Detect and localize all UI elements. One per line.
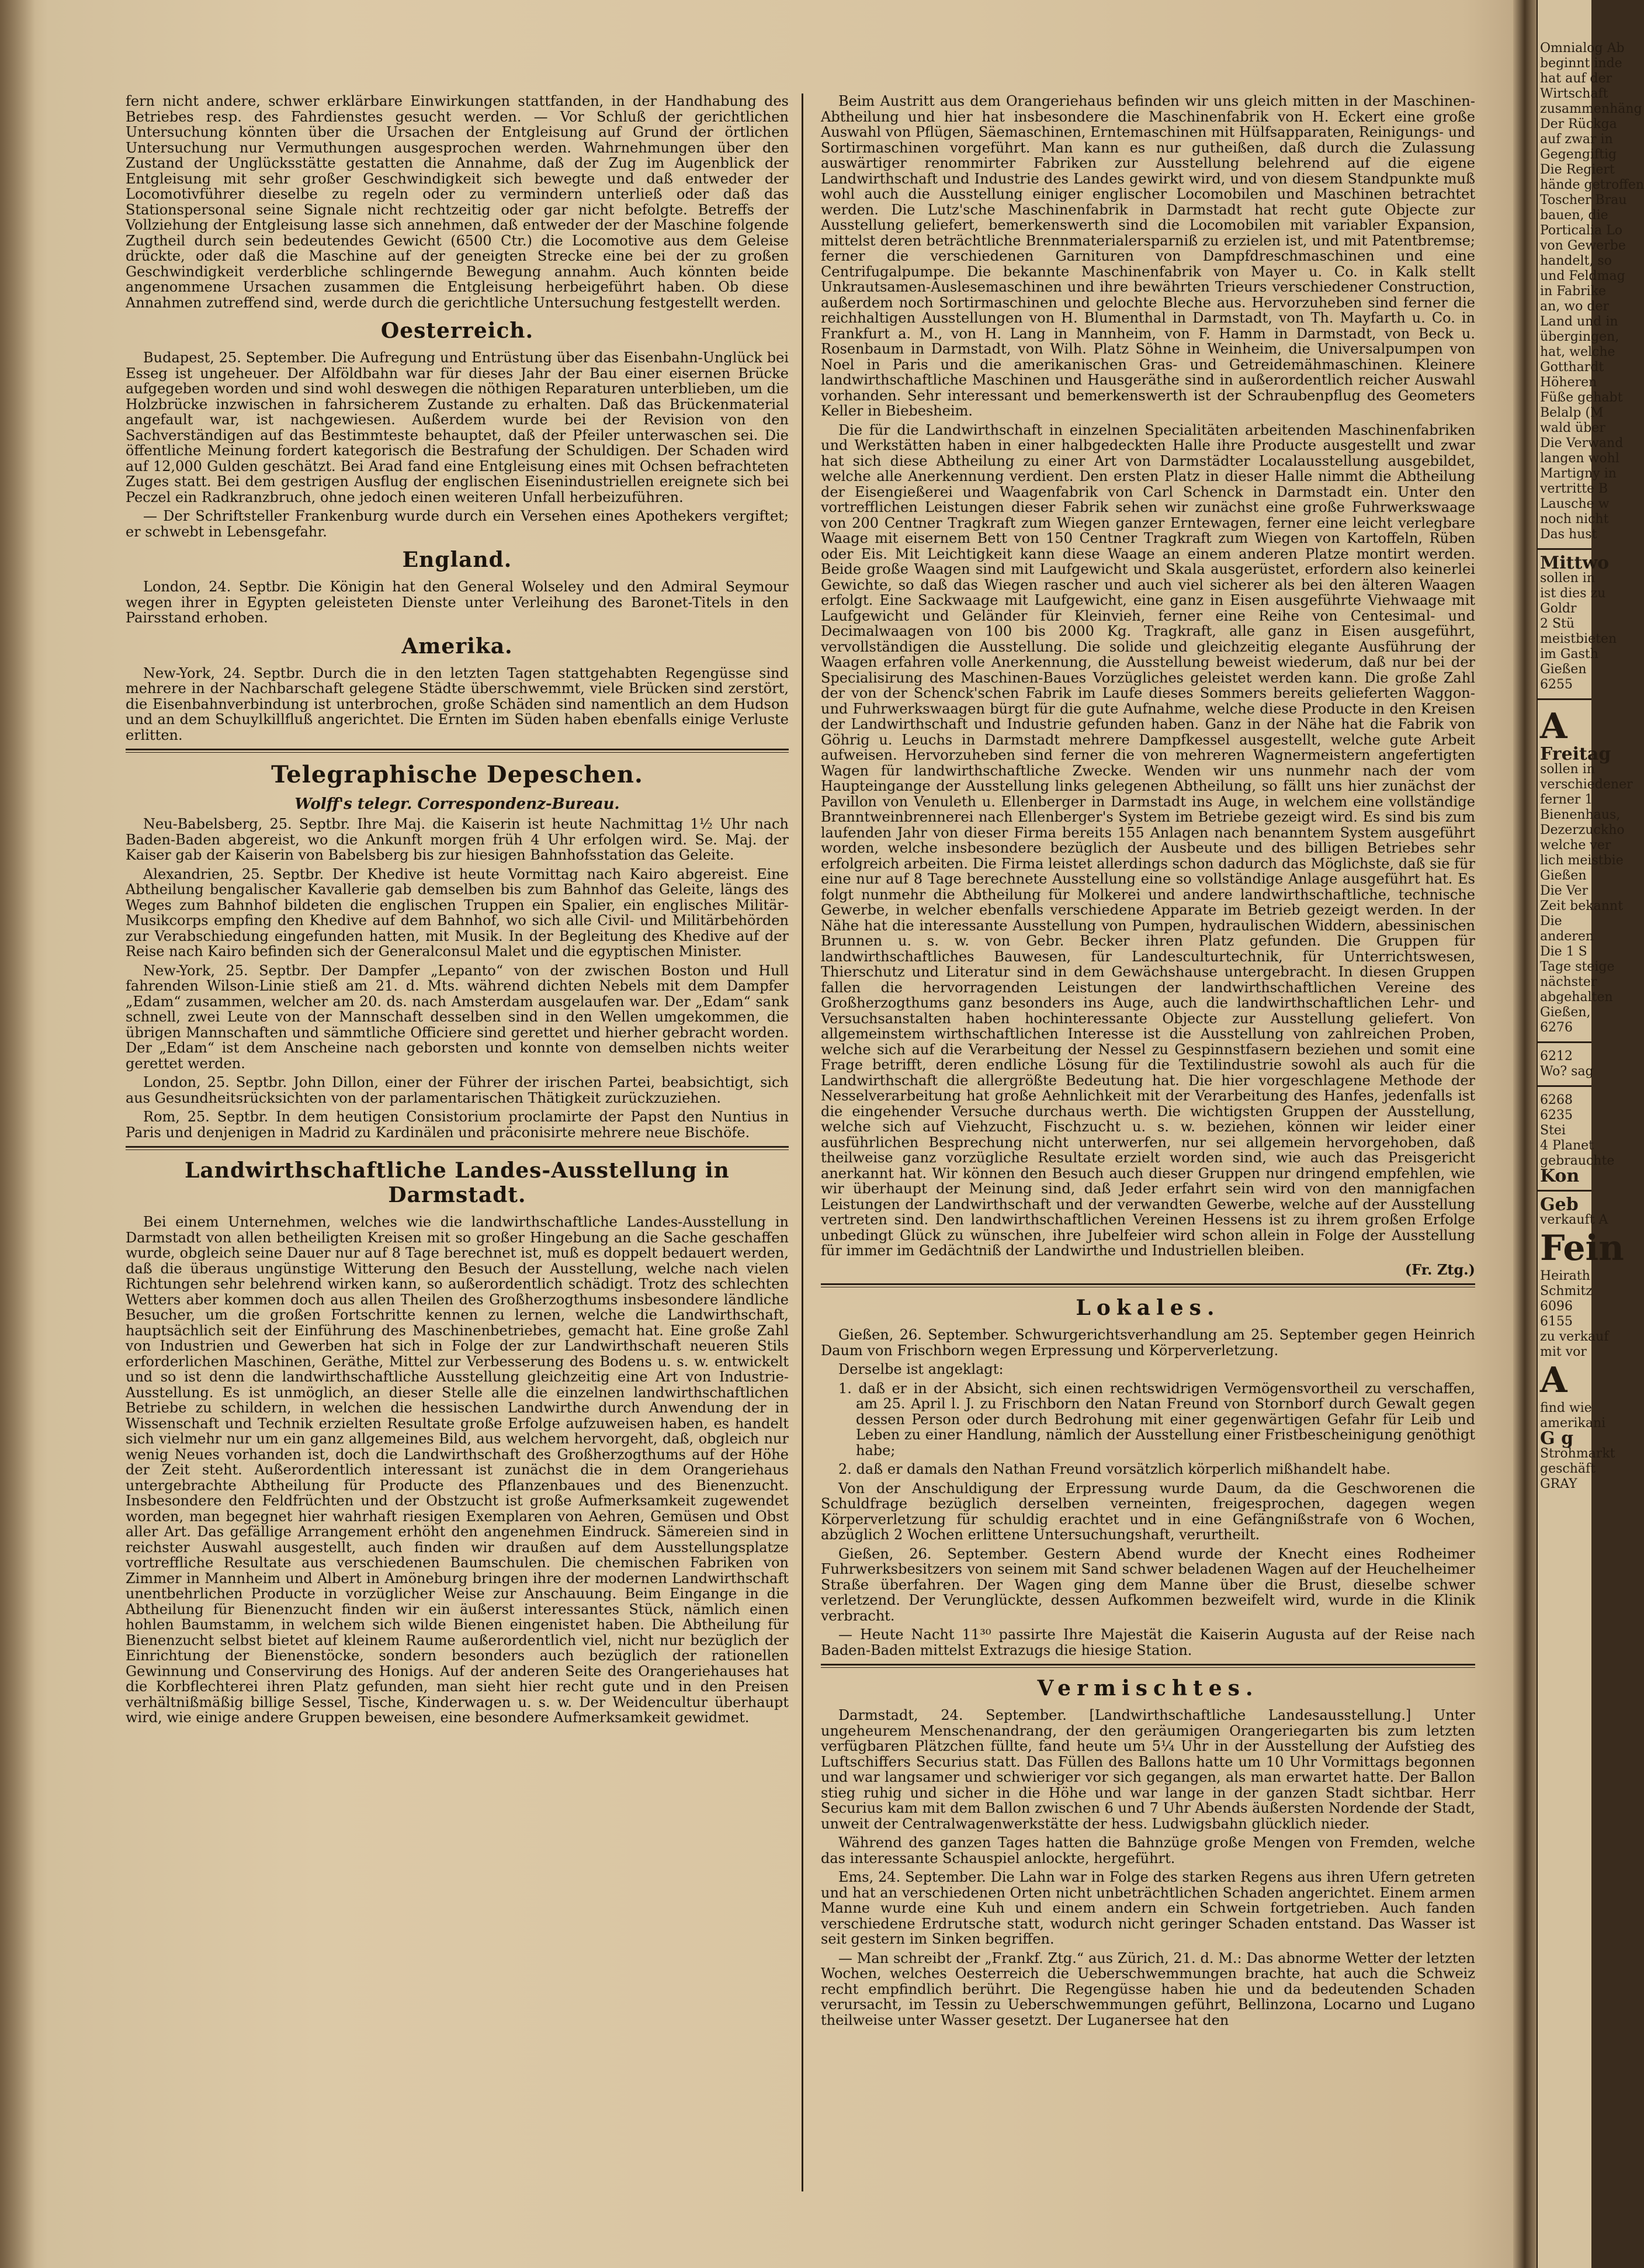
adjacent-page-line: Höheren xyxy=(1540,375,1597,390)
heading-oesterreich: Oesterreich. xyxy=(380,318,534,343)
telegram-london: London, 25. Septbr. John Dillon, einer der Führer der irischen Partei, beabsichtigt, sich aus Gesundheitsrücksichten von der parlamentarischen Thätigkeit zurückzuziehen. xyxy=(126,1074,789,1106)
adjacent-page-line: 4 Planet xyxy=(1540,1138,1594,1153)
adjacent-page-line: bauen, die xyxy=(1540,208,1608,223)
adjacent-page-line: zu verkauf xyxy=(1540,1329,1609,1344)
adjacent-page-line: Omnialog Ab xyxy=(1540,41,1625,56)
adjacent-page-line: Freitag xyxy=(1540,744,1611,764)
page-edge-shadow xyxy=(0,0,35,2268)
adjacent-page-line: noch nicht xyxy=(1540,512,1609,527)
adjacent-page-line: ist dies zu xyxy=(1540,586,1606,601)
adjacent-page-line: Füße gehabt xyxy=(1540,390,1623,405)
adjacent-page-line: Gegengiftig xyxy=(1540,147,1617,162)
adjacent-page-line: 6212 xyxy=(1540,1049,1573,1064)
adjacent-page-line: 6268 xyxy=(1540,1093,1573,1107)
subheading-wolff: Wolff's telegr. Correspondenz-Bureau. xyxy=(294,795,620,813)
adjacent-page-line: Schmitz xyxy=(1540,1284,1593,1299)
adjacent-page-line: an, wo der xyxy=(1540,299,1609,314)
adjacent-page-line: 6255 xyxy=(1540,677,1573,692)
adjacent-page-line: Porticalia Lo xyxy=(1540,223,1623,238)
adjacent-page-line: hände getroffen xyxy=(1540,178,1644,192)
adjacent-page-text xyxy=(1538,0,1644,1492)
charges-list xyxy=(821,1381,1475,1477)
adjacent-page-edge xyxy=(1537,0,1644,2268)
adjacent-page-line: 6235 xyxy=(1540,1108,1573,1123)
adjacent-page-line: Gotthardt xyxy=(1540,360,1604,375)
lokales-urteil: Von der Anschuldigung der Erpressung wurde Daum, da die Geschworenen die Schuldfrage bezüglich derselben verneinten, freigesprochen, dagegen wegen Körperverletzung für schuldig erachtet und in eine Gefängnißstrafe von 6 Wochen, abzüglich 2 Wochen erlittene Untersuchungshaft, verurtheilt. xyxy=(821,1480,1475,1543)
adjacent-page-line: Toscher Brau xyxy=(1540,193,1627,207)
adjacent-page-line: Die Ver xyxy=(1540,884,1588,898)
adjacent-page-line: Belalp (M xyxy=(1540,406,1604,420)
adjacent-page-line: 6276 xyxy=(1540,1020,1573,1035)
adjacent-page-line: beginnt inde xyxy=(1540,56,1622,71)
adjacent-page-line: langen wohl xyxy=(1540,451,1619,466)
adjacent-page-line: geschäft xyxy=(1540,1462,1596,1476)
adjacent-page-line: Tage steige xyxy=(1540,960,1615,974)
adjacent-page-line: von Gewerbe xyxy=(1540,238,1626,253)
section-rule xyxy=(821,1664,1475,1668)
adjacent-page-line: Wirtschaft xyxy=(1540,86,1608,101)
adjacent-page-line: mit vor xyxy=(1540,1345,1587,1359)
heading-england: England. xyxy=(402,548,512,572)
adjacent-page-line: Strohmarkt xyxy=(1540,1446,1615,1461)
adjacent-page-line: lich meistbie xyxy=(1540,853,1624,868)
adjacent-page-line: amerikani xyxy=(1540,1416,1606,1431)
adjacent-page-line: auf zwar in xyxy=(1540,132,1613,147)
adjacent-page-line: meistbieten xyxy=(1540,632,1617,646)
heading-amerika: Amerika. xyxy=(401,633,513,659)
telegram-alexandrien: Alexandrien, 25. Septbr. Der Khedive ist heute Vormittag nach Kairo abgereist. Eine Abtheilung bengalischer Kavallerie gab demselben bis zum Bahnhof das Geleite, längs des Weges zum Bahnhof bildeten die englischen Truppen ein Spalier, ein englisches Militär-Musikcorps empfing den Khedive auf dem Bahnhof, wo sich alle Civil- und Militärbehörden zur Verabschiedung eingefunden hatten, mit Musik. In der Begleitung des Khedive auf der Reise nach Kairo befinden sich der Generalconsul Malet und die egyptischen Minister. xyxy=(126,865,789,960)
adjacent-page-line: sollen in xyxy=(1540,762,1595,777)
right-column xyxy=(821,94,1475,2031)
adjacent-page-line: verschiedener xyxy=(1540,777,1633,792)
adjacent-page-line: Fein xyxy=(1540,1228,1624,1269)
adjacent-page-line: Gießen xyxy=(1540,868,1587,883)
adjacent-page-line: 6155 xyxy=(1540,1314,1573,1329)
article-frankenburg: — Der Schriftsteller Frankenburg wurde durch ein Versehen eines Apothekers vergiftet; er schwebt in Lebensgefahr. xyxy=(126,508,789,540)
adjacent-page-line: vertritte B xyxy=(1540,482,1608,496)
adjacent-page-rule xyxy=(1538,1190,1591,1192)
adjacent-page-rule xyxy=(1538,698,1591,700)
column-rule xyxy=(802,94,803,2191)
vermischtes-zuerich: — Man schreibt der „Frankf. Ztg.“ aus Zürich, 21. d. M.: Das abnorme Wetter der letzten Wochen, welches Oesterreich die Ueberschwemmungen brachte, hat auch die Schweiz recht empfindlich berührt. Die Regengüsse haben hie und da bedeutenden Schaden verursacht, im Tessin zu Ueberschwemmungen geführt, Bellinzona, Locarno und Lugano theilweise unter Wasser gesetzt. Der Luganersee hat den xyxy=(821,1950,1475,2028)
adjacent-page-rule xyxy=(1538,548,1591,550)
telegram-new-york: New-York, 25. Septbr. Der Dampfer „Lepanto“ von der zwischen Boston und Hull fahrenden Wilson-Linie stieß am 21. d. Mts. während dichten Nebels mit dem Dampfer „Edam“ zusammen, welcher am 20. ds. nach Amsterdam ausgelaufen war. Der „Edam“ sank schnell, zwei Leute von der Mannschaft desselben sind in den Wellen umgekommen, die übrigen Mannschaften und sämmtliche Officiere sind gerettet und hierher gebracht worden. Der „Edam“ ist dem Anscheine nach geborsten und konnte von demselben nichts weiter gerettet werden. xyxy=(126,962,789,1072)
adjacent-page-line: sollen in xyxy=(1540,571,1595,586)
adjacent-page-line: G g xyxy=(1540,1428,1574,1449)
adjacent-page-line: Die Verwand xyxy=(1540,436,1624,451)
adjacent-page-line: Geb xyxy=(1540,1194,1579,1215)
adjacent-page-line: Der Rückga xyxy=(1540,117,1617,131)
adjacent-page-line: in Fabrike xyxy=(1540,284,1607,299)
source-credit: (Fr. Ztg.) xyxy=(1404,1261,1475,1278)
adjacent-page-line: übergingen, xyxy=(1540,330,1619,344)
lokales-angeklagt: Derselbe ist angeklagt: xyxy=(838,1361,1004,1377)
adjacent-page-line: Goldr xyxy=(1540,601,1577,616)
heading-vermischtes: Vermischtes. xyxy=(1037,1676,1259,1701)
adjacent-page-line: ferner 1 xyxy=(1540,792,1593,807)
adjacent-page-line: Mittwo xyxy=(1540,553,1610,573)
vermischtes-bahnzuege: Während des ganzen Tages hatten die Bahnzüge große Mengen von Fremden, welche das interessante Schauspiel anlockte, hergeführt. xyxy=(821,1834,1475,1867)
adjacent-page-line: Gießen xyxy=(1540,662,1587,677)
adjacent-page-line: Heirath xyxy=(1540,1269,1590,1283)
adjacent-page-line: wald über xyxy=(1540,421,1605,435)
adjacent-page-line: anderen xyxy=(1540,929,1594,944)
adjacent-page-line: verkauft A xyxy=(1540,1213,1608,1227)
heading-lokales: Lokales. xyxy=(1076,1296,1220,1320)
adjacent-page-line: handelt, so xyxy=(1540,254,1612,268)
lokales-kaiserin: — Heute Nacht 11³⁰ passirte Ihre Majestät die Kaiserin Augusta auf der Reise nach Baden-Baden mittelst Extrazugs die hiesige Station. xyxy=(821,1626,1475,1658)
article-london-1: London, 24. Septbr. Die Königin hat den General Wolseley und den Admiral Seymour wegen ihrer in Egypten geleisteten Dienste unter Verleihung des Baronet-Titels in den Pairsstand erhoben. xyxy=(126,579,789,626)
adjacent-page-line: A xyxy=(1540,1360,1567,1401)
section-rule xyxy=(126,749,789,753)
adjacent-page-line: im Gasth xyxy=(1540,647,1598,662)
adjacent-page-line: Die Regiert xyxy=(1540,162,1615,177)
left-column xyxy=(126,94,789,1729)
adjacent-page-line: Die xyxy=(1540,914,1562,929)
section-rule xyxy=(821,1283,1475,1287)
adjacent-page-line: Kon xyxy=(1540,1166,1580,1186)
adjacent-page-line: gebrauchte xyxy=(1540,1154,1615,1168)
article-new-york-1: New-York, 24. Septbr. Durch die in den letzten Tagen stattgehabten Regengüsse sind mehrere in der Nachbarschaft gelegene Städte überschwemmt, viele Brücken sind zerstört, die Eisenbahnverbindung ist unterbrochen, große Schäden sind namentlich an dem Hudson und an dem Schuylkillfluß angerichtet. Die Ernten im Süden haben ebenfalls einige Verluste erlitten. xyxy=(126,664,789,743)
adjacent-page-line: 6096 xyxy=(1540,1299,1573,1314)
ausstellung-cont-1: Beim Austritt aus dem Orangeriehaus befinden wir uns gleich mitten in der Maschinen-Abtheilung und hier hat insbesondere die Maschinenfabrik von H. Eckert eine große Auswahl von Pflügen, Säemaschinen, Erntemaschinen mit Hülfsapparaten, Reinigungs- und Sortirmaschinen vorgeführt. Man kann es nur gutheißen, daß durch die Zulassung auswärtiger renommirter Fabriken zur Ausstellung belehrend auf die eigene Landwirthschaft und Industrie des Landes gewirkt wird, und von diesem Standpunkte muß wohl auch die Ausstellung einiger englischer Locomobilen und Maschinen betrachtet werden. Die Lutz'sche Maschinenfabrik in Darmstadt hat recht gute Objecte zur Ausstellung geliefert, bemerkenswerth sind die Locomobilen mit variabler Expansion, mittelst deren beträchtliche Brennmaterialersparniß zu erzielen ist, und mit Patentbremse; ferner die verschiedenen Garnituren von Dampfdreschmaschinen und eine Centrifugalpumpe. Die bekannte Maschinenfabrik von Mayer u. Co. in Kalk stellt Unkrautsamen-Auslesemaschinen und ihre bewährten Trieurs verschiedener Construction, außerdem noch Sortirmaschinen und gelochte Bleche aus. Hervorzuheben sind ferner die reichhaltigen Ausstellungen von H. Blumenthal in Darmstadt, von Th. Mayfarth u. Co. in Frankfurt a. M., von H. Lang in Mannheim, von F. Hamm in Darmstadt, von Beck u. Rosenbaum in Darmstadt, von Wilh. Platz Söhne in Weinheim, die Universalpumpen von Noel in Paris und die amerikanischen Gras- und Getreidemähmaschinen. Kleinere landwirthschaftliche Maschinen und Hausgeräthe sind in außerordentlich reicher Auswahl vorhanden. Sehr interessant und bemerkenswerth ist der Schraubenpflug des Geometers Keller in Biebesheim. xyxy=(821,93,1475,419)
adjacent-page-line: abgehalten xyxy=(1540,990,1613,1005)
vermischtes-ems: Ems, 24. September. Die Lahn war in Folge des starken Regens aus ihren Ufern getreten und hat an verschiedenen Orten nicht unbeträchtlichen Schaden angerichtet. Einem armen Manne wurde eine Kuh und einem andern ein Schwein fortgetrieben. Auch fanden verschiedene Erdrutsche statt, wodurch nicht geringer Schaden entstand. Das Wasser ist seit gestern im Sinken begriffen. xyxy=(821,1869,1475,1947)
adjacent-page-line: Lausche w xyxy=(1540,497,1610,511)
adjacent-page-line: zusammenhäng xyxy=(1540,102,1642,116)
adjacent-page-line: und Feldmag xyxy=(1540,269,1625,283)
charge-item: 1. daß er in der Absicht, sich einen rechtswidrigen Vermögensvortheil zu verschaffen, am 25. April l. J. zu Frischborn den Natan Freund von Stornborf durch Gewalt gegen dessen Person oder durch Bedrohung mit einer gegenwärtigen Gefahr für Leib und Leben zu einer Handlung, nämlich der Ausstellung einer Fristbescheinigung genöthigt habe; xyxy=(838,1380,1475,1459)
lokales-giessen-2: Gießen, 26. September. Gestern Abend wurde der Knecht eines Rodheimer Fuhrwerksbesitzers von seinem mit Sand schwer beladenen Wagen auf der Heuchelheimer Straße überfahren. Der Wagen ging dem Manne über die Brust, dieselbe schwer verletzend. Der Verunglückte, dessen Aufkommen bezweifelt wird, wurde in die Klinik verbracht. xyxy=(821,1545,1475,1624)
adjacent-page-line: Wo? sag xyxy=(1540,1064,1594,1079)
charge-item: 2. daß er damals den Nathan Freund vorsätzlich körperlich mißhandelt habe. xyxy=(838,1461,1391,1477)
adjacent-page-line: Gießen, xyxy=(1540,1005,1591,1020)
book-binding-gutter xyxy=(1513,0,1537,2268)
article-ausstellung: Bei einem Unternehmen, welches wie die landwirthschaftliche Landes-Ausstellung in Darmstadt von allen betheiligten Kreisen mit so großer Hingebung an die Sache geschaffen wurde, obgleich seine Dauer nur auf 8 Tage berechnet ist, muß es doppelt bedauert werden, daß die überaus ungünstige Witterung den Besuch der Ausstellung, welche nach vielen Richtungen sehr belehrend wirken kann, so außerordentlich schädigt. Trotz des schlechten Wetters aber kommen doch aus allen Theilen des Großherzogthums insbesondere ländliche Besucher, um die großen Fortschritte kennen zu lernen, welche die Landwirthschaft, hauptsächlich seit der Einführung des Maschinenbetriebes, gemacht hat. Eine große Zahl von Industrien und Gewerben hat sich in Folge der zur Landwirthschaft neueren Stils erforderlichen Maschinen, Geräthe, Mittel zur Verbesserung des Bodens u. s. w. entwickelt und so ist denn die landwirthschaftliche Ausstellung gleichzeitig eine Art von Industrie-Ausstellung. Es ist unmöglich, an dieser Stelle alle die einzelnen landwirthschaftlichen Betriebe zu schildern, in welchen die hessischen Landwirthe durch Anwendung der in Wissenschaft und Technik erzielten Resultate große Erfolge aufzuweisen haben, es handelt sich vielmehr nur um ein ganz allgemeines Bild, aus welchem hervorgeht, daß, obgleich nur wenig Neues vorhanden ist, doch die Landwirthschaft des Großherzogthums auf der Höhe der Zeit steht. Außerordentlich interessant ist zunächst die in dem Orangeriehaus untergebrachte Abtheilung für Producte des Pflanzenbaues und des Bienenzucht. Insbesondere den Feldfrüchten und der Obstzucht ist große Aufmerksamkeit zugewendet worden, man begegnet hier wahrhaft riesigen Exemplaren von Aehren, Gemüsen und Obst aller Art. Das gefällige Arrangement erhöht den angenehmen Eindruck. Sämereien sind in reichster Auswahl ausgestellt, auch finden wir draußen auf dem Ausstellungsplatze vortreffliche Resultate aus verschiedenen Baumschulen. Die chemischen Fabriken von Zimmer in Mannheim und Albert in Amöneburg bringen ihre der modernen Landwirthschaft unentbehrlichen Producte in vorzüglicher Weise zur Anschauung. Beim Eingange in die Abtheilung für Bienenzucht finden wir ein äußerst interessantes Stück, nämlich einen hohlen Baumstamm, in welchem sich wilde Bienen eingenistet haben. Die Abtheilung für Bienenzucht selbst bietet auf kleinem Raume außerordentlich viel, nicht nur bezüglich der Einrichtung der Bienenstöcke, sondern besonders auch bezüglich der rationellen Gewinnung und Conservirung des Honigs. Auf der anderen Seite des Orangeriehauses hat die Korbflechterei ihren Platz gefunden, man sieht hier recht gute und in den Preisen verhältnißmäßig billige Sessel, Tische, Kinderwagen u. s. w. Der Weidencultur überhaupt wird, wie einige andere Gruppen beweisen, eine besondere Aufmerksamkeit gewidmet. xyxy=(126,1214,789,1726)
adjacent-page-rule xyxy=(1538,1041,1591,1043)
article-budapest: Budapest, 25. September. Die Aufregung und Entrüstung über das Eisenbahn-Unglück bei Esseg ist ungeheuer. Der Alföldbahn war für dieses Jahr der Bau einer eisernen Brücke aufgegeben worden und sind wohl deswegen die nöthigen Reparaturen unterblieben, um die Holzbrücke inzwischen in fahrsicherem Zustande zu erhalten. Daß das Brückenmaterial angefault war, ist nachgewiesen. Außerdem wurde bei der Revision von den Sachverständigen auf das Bestimmteste behauptet, daß der Pfeiler unterwaschen sei. Die öffentliche Meinung fordert kategorisch die Bestrafung der Schuldigen. Der Schaden wird auf 12,000 Gulden geschätzt. Bei Arad fand eine Entgleisung eines mit Ochsen befrachteten Zuges statt. Bei dem gestrigen Ausflug der englischen Eisenindustriellen ereignete sich bei Peczel ein Radkranzbruch, ohne jedoch einen weiteren Unfall herbeizuführen. xyxy=(126,349,789,505)
adjacent-page-rule xyxy=(1538,1085,1591,1087)
adjacent-page-line: hat, welche xyxy=(1540,345,1615,359)
adjacent-page-line: Land und in xyxy=(1540,314,1618,329)
ausstellung-cont-2: Die für die Landwirthschaft in einzelnen Specialitäten arbeitenden Maschinenfabriken und Werkstätten haben in einer halbgedeckten Halle ihre Producte ausgestellt und zwar hat sich diese Abtheilung zu einer Art von Darmstädter Localausstellung ausgebildet, welche alle Anerkennung verdient. Den ersten Platz in dieser Halle nimmt die Abtheilung der Eisengießerei und Waagenfabrik von Carl Schenck in Darmstadt ein. Unter den vortrefflichen Leistungen dieser Fabrik sehen wir zunächst eine große Fuhrwerkswaage von 200 Centner Tragkraft zum Wiegen ganzer Erntewagen, ferner eine leicht verlegbare Waage mit eisernem Bett von 150 Centner Tragkraft zum Wiegen von Kartoffeln, Rüben oder Eis. Mit Leichtigkeit kann diese Waage an einem anderen Platze montirt werden. Beide große Waagen sind mit Laufgewicht und Skala ausgerüstet, erfordern also keinerlei Gewichte, so daß das Wiegen rascher und auch viel sicherer als bei den älteren Waagen erfolgt. Eine Sackwaage mit Laufgewicht, eine ganz in Eisen ausgeführte Viehwaage mit Laufgewicht und Geländer für Kleinvieh, ferner eine Reihe von Centesimal- und Decimalwaagen von 100 bis 2000 Kg. Tragkraft, alle ganz in Eisen ausgeführt, vervollständigen die Ausstellung. Die solide und gleichzeitig elegante Ausführung der Waagen erfahren volle Anerkennung, die Ausstellung beweist wiederum, daß nur bei der Specialisirung des Maschinen-Baues Vorzügliches geleistet werden kann. Die große Zahl der von der Schenck'schen Fabrik im Laufe dieses Sommers bereits gelieferten Waggon- und Fuhrwerkswaagen bürgt für die gute Aufnahme, welche diese Producte in den Kreisen der Landwirthschaft und Industrie gefunden haben. Ganz in der Nähe hat die Fabrik von Göhrig u. Leuchs in Darmstadt mehrere Dampfkessel ausgestellt, welche gute Arbeit aufweisen. Hervorzuheben sind ferner die von mehreren Wagnermeistern angefertigten Wagen für landwirthschaftliche Zwecke. Wenden wir uns nunmehr nach der vom Haupteingange der Ausstellung links gelegenen Abtheilung, so fällt uns hier zunächst der Pavillon von Venuleth u. Ellenberger in Darmstadt ins Auge, in welchem eine vollständige Branntweinbrennerei nach Ellenberger's System im Betriebe gezeigt wird. Es sind bis zum laufenden Jahr von dieser Firma bereits 155 Anlagen nach benanntem System ausgeführt worden, welche insbesondere bezüglich der Ausbeute und des billigen Betriebes sehr erfolgreich arbeiten. Die Firma leistet allerdings schon dadurch das Möglichste, daß sie für eine nur auf 8 Tage berechnete Ausstellung eine so vollständige Anlage ausgeführt hat. Es folgt nunmehr die Abtheilung für Molkerei und andere landwirthschaftliche, technische Gewerbe, in welcher ebenfalls verschiedene Apparate im Betrieb gezeigt werden. In der Nähe hat die interessante Ausstellung von Pumpen, hydraulischen Widdern, abessinischen Brunnen u. s. w. von Gebr. Becker ihren Platz gefunden. Die Gruppen für landwirthschaftliches Bauwesen, für Landesculturtechnik, für Unterrichtswesen, Thierschutz und Literatur sind in dem Gewächshause untergebracht. In diesen Gruppen fallen die hervorragenden Leistungen der landwirthschaftlichen Vereine des Großherzogthums ganz besonders ins Auge, auch die landwirthschaftlichen Lehr- und Versuchsanstalten haben hochinteressante Objecte zur Ausstellung geliefert. Von allgemeinstem wirthschaftlichen Interesse ist die Ausstellung von zahlreichen Proben, welche sich auf die Verarbeitung der Nessel zu Gespinnstfasern beziehen und somit eine Frage betrifft, deren endliche Lösung für die Textilindustrie sowohl als auch für die Landwirthschaft die allergrößte Bedeutung hat. Die hier vorgeschlagene Methode der Nesselverarbeitung hat große Aehnlichkeit mit der Verarbeitung des Hanfes, jedenfalls ist die eingehender Versuche durchaus werth. Die wichtigsten Gruppen der Ausstellung, welche sich auf Viehzucht, Fischzucht u. s. w. beziehen, können wir leider einer ausführlichen Besprechung nicht unterwerfen, nur sei allgemein hervorgehoben, daß theilweise ganz vorzügliche Resultate erzielt worden sind, wie auch das Preisgericht anerkannt hat. Wir können den Besuch auch dieser Gruppen nur dringend empfehlen, wie wir überhaupt der Meinung sind, daß Jeder erfahrt sein wird von den mannigfachen Leistungen der Landwirthschaft und der verwandten Gewerbe, welche auf der Ausstellung vertreten sind. Den landwirthschaftlichen Vereinen Hessens ist zu ihrem großen Erfolge unbedingt Glück zu wünschen, ihre Jubelfeier wird schon allein in Folge der Ausstellung für immer im Gedächtniß der Landwirthe und Industriellen bleiben. xyxy=(821,421,1475,1259)
heading-telegramme: Telegraphische Depeschen. xyxy=(271,761,643,788)
adjacent-page-line: Zeit bekannt xyxy=(1540,899,1623,913)
adjacent-page-line: welche ver xyxy=(1540,838,1611,853)
adjacent-page-line: GRAY xyxy=(1540,1477,1577,1491)
lokales-giessen-1: Gießen, 26. September. Schwurgerichtsverhandlung am 25. September gegen Heinrich Daum von Frischborn wegen Erpressung und Körperverletzung. xyxy=(821,1327,1475,1359)
adjacent-page-line: hat auf der xyxy=(1540,71,1612,86)
adjacent-page-line: Stei xyxy=(1540,1123,1566,1138)
adjacent-page-line: Bienenhaus, xyxy=(1540,808,1621,822)
adjacent-page-line: Dezerzuckho xyxy=(1540,823,1625,837)
telegram-babelsberg: Neu-Babelsberg, 25. Septbr. Ihre Maj. die Kaiserin ist heute Nachmittag 1½ Uhr nach Baden-Baden abgereist, wo die Ankunft morgen früh 4 Uhr erfolgen wird. Se. Maj. der Kaiser gab der Kaiserin von Babelsberg bis zur hiesigen Bahnhofsstation das Geleite. xyxy=(126,816,789,863)
heading-ausstellung: Landwirthschaftliche Landes-Ausstellung in Darmstadt. xyxy=(185,1158,730,1207)
adjacent-page-line: nächster xyxy=(1540,975,1597,989)
adjacent-page-line: 2 Stü xyxy=(1540,617,1575,631)
adjacent-page-line: Die 1 S xyxy=(1540,944,1587,959)
adjacent-page-line: Martigny in xyxy=(1540,466,1617,481)
section-rule xyxy=(126,1146,789,1150)
adjacent-page-line: find wie xyxy=(1540,1401,1592,1415)
vermischtes-darmstadt: Darmstadt, 24. September. [Landwirthschaftliche Landesausstellung.] Unter ungeheurem Menschenandrang, der den geräumigen Orangeriegarten bis zum letzten verfügbaren Plätzchen füllte, fand heute um 5¼ Uhr in der Ausstellung der Aufstieg des Luftschiffers Securius statt. Das Füllen des Ballons hatte um 10 Uhr Vormittags begonnen und war langsamer und schwieriger vor sich gegangen, als man erwartet hatte. Der Ballon stieg ruhig und sicher in die Höhe und war lange in der ganzen Stadt sichtbar. Herr Securius kam mit dem Ballon zwischen 6 und 7 Uhr Abends äußersten Nordende der Stadt, unweit der Centralwagenwerkstätte der hess. Ludwigsbahn glücklich nieder. xyxy=(821,1707,1475,1832)
adjacent-page-line: A xyxy=(1540,706,1567,747)
telegram-rom: Rom, 25. Septbr. In dem heutigen Consistorium proclamirte der Papst den Nuntius in Paris und denjenigen in Madrid zu Kardinälen und präconisirte mehrere neue Bischöfe. xyxy=(126,1109,789,1141)
adjacent-page-line: Das hust xyxy=(1540,527,1597,542)
intro-paragraph: fern nicht andere, schwer erklärbare Einwirkungen stattfanden, in der Handhabung des Betriebes resp. des Fahrdienstes gesucht werden. — Vor Schluß der gerichtlichen Untersuchung könnten über die Ursachen der Entgleisung auf Grund der örtlichen Untersuchung nur Vermuthungen ausgesprochen werden. Wahrnehmungen über den Zustand der Unglücksstätte gestatten die Annahme, daß der Zug im Augenblick der Entgleisung mit sehr großer Geschwindigkeit sich bewegte und daß entweder der Locomotivführer dieselbe zu regeln oder zu vermindern unterließ oder daß das Stationspersonal seine Signale nicht rechtzeitig oder gar nicht befolgte. Betreffs der Vollziehung der Entgleisung lasse sich annehmen, daß entweder der der Maschine folgende Zugtheil durch sein bedeutendes Gewicht (6500 Ctr.) die Locomotive aus dem Geleise drückte, oder daß die Maschine auf der geneigten Strecke eine bei der zu großen Geschwindigkeit verderbliche schlingernde Bewegung annahm. Auch könnten beide angenommene Ursachen zusammen die Entgleisung herbeigeführt haben. Ob diese Annahmen zutreffend sind, werde durch die gerichtliche Untersuchung festgestellt werden. xyxy=(126,93,789,311)
